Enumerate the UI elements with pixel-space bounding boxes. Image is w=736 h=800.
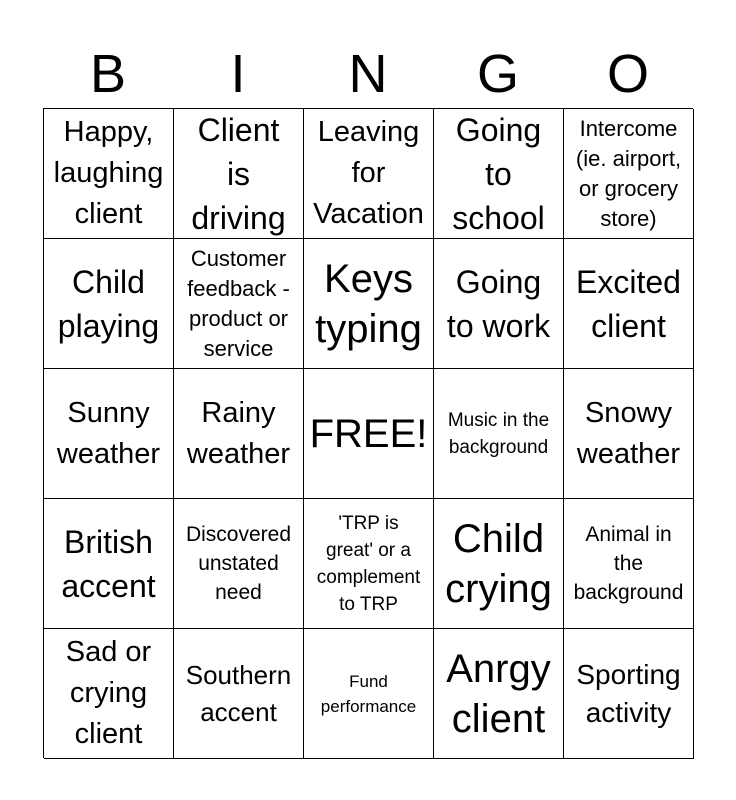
bingo-cell[interactable]: [44, 109, 174, 239]
cell-text: Music in the background: [447, 409, 550, 458]
bingo-cell[interactable]: [44, 499, 174, 629]
bingo-header: [43, 40, 693, 108]
cell-text: Customer feedback - product or service: [187, 245, 290, 361]
bingo-cell[interactable]: [564, 109, 694, 239]
header-letter-i: I: [230, 44, 246, 104]
cell-text: Intercome (ie. airport, or grocery store): [575, 115, 682, 231]
bingo-cell[interactable]: [174, 369, 304, 499]
bingo-cell[interactable]: [174, 629, 304, 759]
cell-text: Sad or crying client: [65, 636, 152, 750]
cell-text: Fund performance: [320, 671, 417, 716]
cell-text: Snowy weather: [576, 396, 681, 470]
header-letter-b: B: [89, 44, 127, 104]
bingo-cell[interactable]: [44, 629, 174, 759]
cell-text: Happy, laughing client: [53, 116, 164, 230]
cell-text: Animal in the background: [573, 523, 684, 604]
cell-text: British accent: [61, 523, 156, 604]
bingo-cell[interactable]: [304, 109, 434, 239]
cell-text: Keys typing: [315, 256, 422, 351]
cell-text: Going to school: [452, 111, 545, 236]
bingo-board: [43, 108, 693, 758]
header-letter-g: G: [476, 44, 519, 104]
bingo-cell[interactable]: [174, 499, 304, 629]
bingo-cell[interactable]: [44, 239, 174, 369]
cell-text: Sunny weather: [56, 396, 161, 470]
bingo-cell[interactable]: [564, 239, 694, 369]
header-letter-n: N: [348, 44, 388, 104]
bingo-cell[interactable]: [564, 499, 694, 629]
cell-text: Anrgy client: [446, 646, 551, 741]
bingo-cell[interactable]: [564, 369, 694, 499]
bingo-cell[interactable]: [304, 629, 434, 759]
cell-text: Sporting activity: [576, 658, 681, 728]
header-letter-o: O: [606, 44, 649, 104]
bingo-cell[interactable]: [434, 109, 564, 239]
bingo-cell[interactable]: [174, 239, 304, 369]
free-space[interactable]: [304, 369, 434, 499]
cell-text: Client is driving: [191, 111, 286, 236]
cell-text: 'TRP is great' or a complement to TRP: [316, 512, 421, 615]
bingo-cell[interactable]: [304, 239, 434, 369]
bingo-cell[interactable]: [564, 629, 694, 759]
cell-text: Leaving for Vacation: [313, 116, 424, 230]
cell-text: Rainy weather: [186, 396, 291, 470]
bingo-cell[interactable]: [434, 629, 564, 759]
bingo-cell[interactable]: [434, 369, 564, 499]
bingo-cell[interactable]: [434, 499, 564, 629]
cell-text: Going to work: [446, 263, 551, 344]
cell-text: FREE!: [309, 411, 428, 456]
bingo-cell[interactable]: [434, 239, 564, 369]
cell-text: Southern accent: [185, 659, 292, 727]
bingo-cell[interactable]: [304, 499, 434, 629]
bingo-cell[interactable]: [44, 369, 174, 499]
cell-text: Child playing: [57, 263, 160, 344]
cell-text: Child crying: [445, 516, 552, 611]
bingo-cell[interactable]: [174, 109, 304, 239]
cell-text: Discovered unstated need: [185, 523, 292, 604]
cell-text: Excited client: [576, 263, 681, 344]
